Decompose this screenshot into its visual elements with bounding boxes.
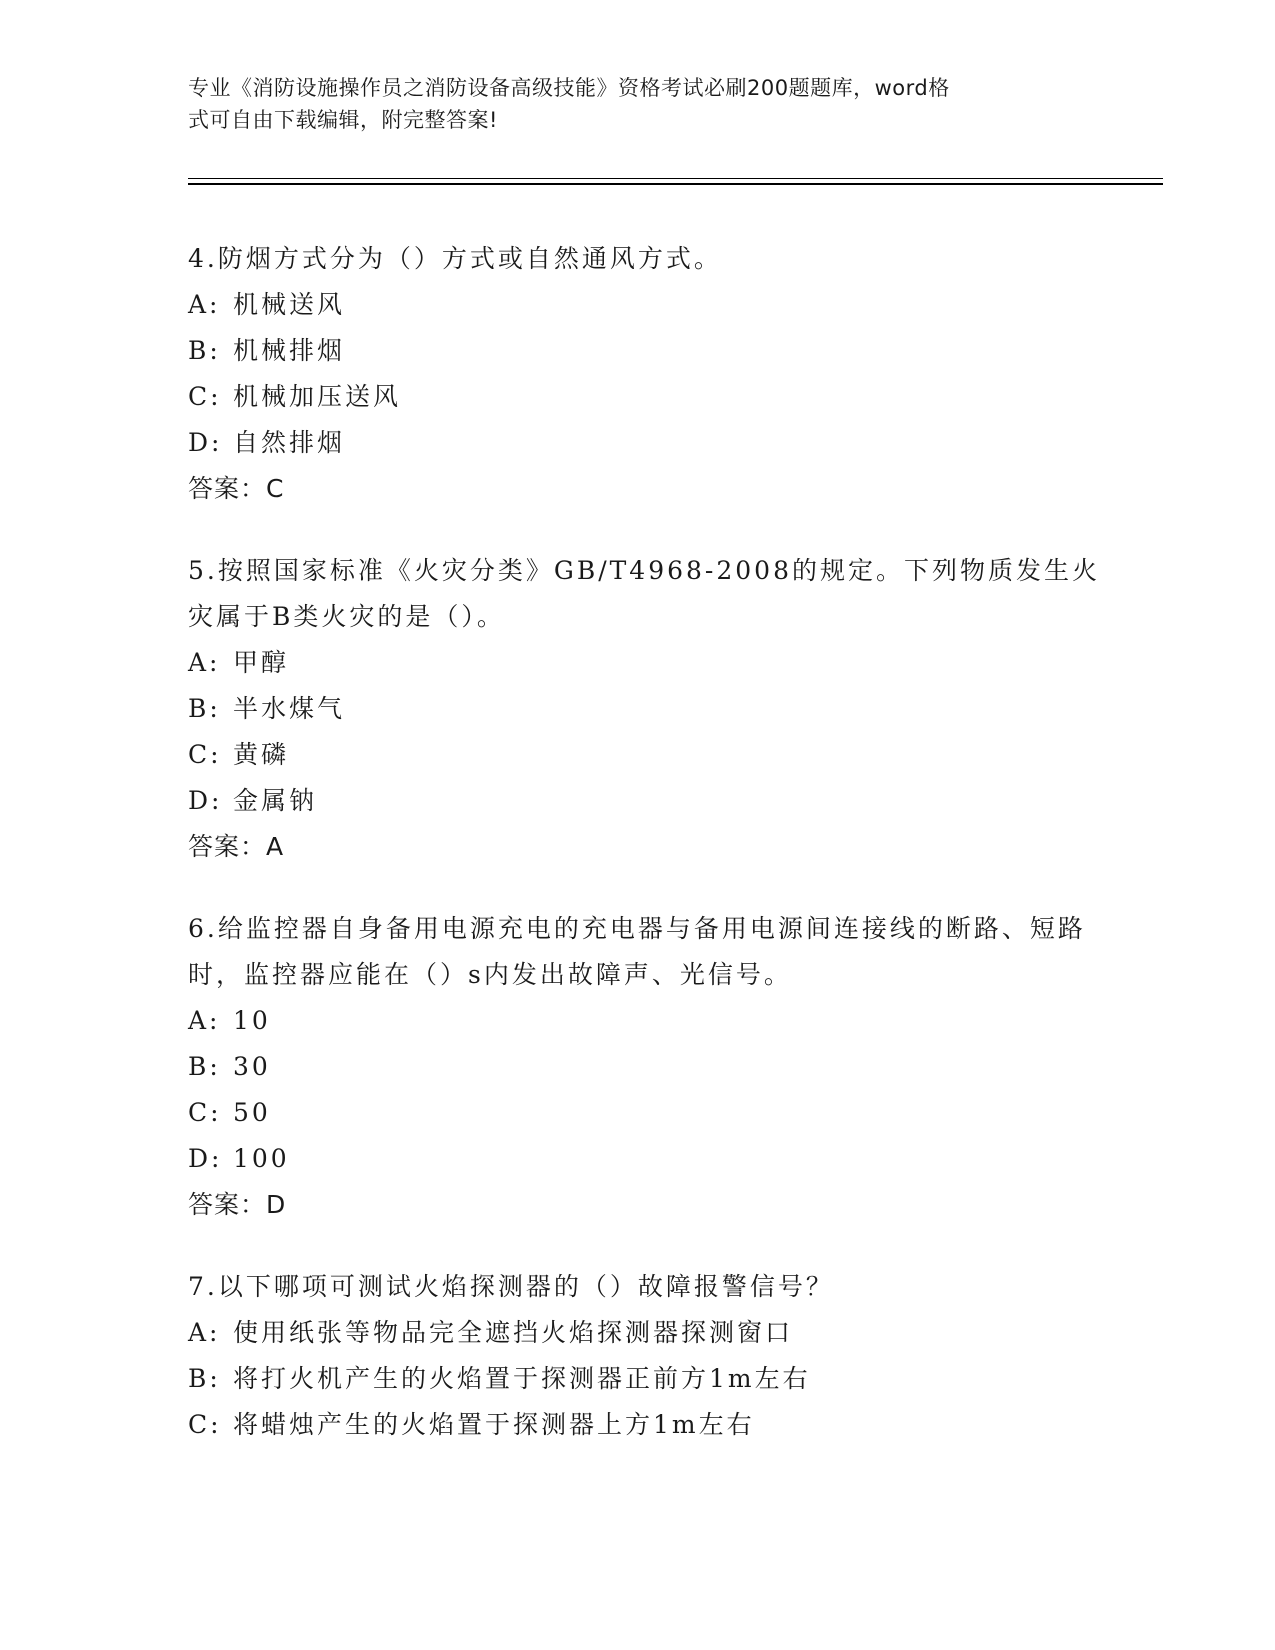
option-text: 将打火机产生的火焰置于探测器正前方1m左右 xyxy=(233,1364,811,1393)
option-b xyxy=(188,1356,1108,1402)
option-letter: C: xyxy=(188,1098,222,1127)
option-letter: D: xyxy=(188,1144,223,1173)
option-text: 10 xyxy=(233,1006,271,1035)
answer-label: 答案：C xyxy=(188,474,285,503)
option-d xyxy=(188,420,1108,466)
question-5 xyxy=(188,548,1108,870)
option-text: 半水煤气 xyxy=(233,694,346,723)
option-text: 使用纸张等物品完全遮挡火焰探测器探测窗口 xyxy=(233,1318,794,1347)
question-4 xyxy=(188,236,1108,512)
option-text: 黄磷 xyxy=(233,740,290,769)
option-c xyxy=(188,732,1108,778)
option-text: 将蜡烛产生的火焰置于探测器上方1m左右 xyxy=(233,1410,755,1439)
option-text: 机械送风 xyxy=(233,290,346,319)
question-stem: 5.按照国家标准《火灾分类》GB/T4968-2008的规定。下列物质发生火灾属于B类火灾的是（）。 xyxy=(188,556,1100,631)
option-c xyxy=(188,1402,1108,1448)
option-letter: B: xyxy=(188,694,221,723)
option-text: 30 xyxy=(233,1052,271,1081)
option-letter: A: xyxy=(188,648,221,677)
option-letter: A: xyxy=(188,1318,221,1347)
option-a xyxy=(188,1310,1108,1356)
option-text: 机械加压送风 xyxy=(233,382,402,411)
option-c xyxy=(188,1090,1108,1136)
header-line-1: 专业《消防设施操作员之消防设备高级技能》资格考试必刷200题题库，word格 xyxy=(188,76,950,100)
question-stem: 4.防烟方式分为（）方式或自然通风方式。 xyxy=(188,244,722,273)
option-text: 机械排烟 xyxy=(233,336,346,365)
option-letter: C: xyxy=(188,740,222,769)
answer-label: 答案：A xyxy=(188,832,285,861)
option-letter: B: xyxy=(188,1052,221,1081)
option-letter: C: xyxy=(188,1410,222,1439)
option-a xyxy=(188,282,1108,328)
option-text: 100 xyxy=(233,1144,290,1173)
option-letter: D: xyxy=(188,786,223,815)
option-text: 50 xyxy=(233,1098,271,1127)
answer-label: 答案：D xyxy=(188,1190,287,1219)
option-letter: A: xyxy=(188,290,221,319)
header-line-2: 式可自由下载编辑，附完整答案! xyxy=(188,108,498,132)
question-stem: 7.以下哪项可测试火焰探测器的（）故障报警信号？ xyxy=(188,1272,834,1301)
option-letter: C: xyxy=(188,382,222,411)
option-letter: A: xyxy=(188,1006,221,1035)
option-b xyxy=(188,328,1108,374)
question-7 xyxy=(188,1264,1108,1448)
document-header xyxy=(188,72,1088,136)
option-text: 甲醇 xyxy=(233,648,290,677)
option-letter: B: xyxy=(188,1364,221,1393)
option-a xyxy=(188,998,1108,1044)
question-6 xyxy=(188,906,1108,1228)
option-letter: D: xyxy=(188,428,223,457)
option-d xyxy=(188,778,1108,824)
header-divider-thick xyxy=(188,183,1163,185)
option-d xyxy=(188,1136,1108,1182)
option-text: 自然排烟 xyxy=(233,428,346,457)
option-a xyxy=(188,640,1108,686)
option-b xyxy=(188,686,1108,732)
question-stem: 6.给监控器自身备用电源充电的充电器与备用电源间连接线的断路、短路时，监控器应能在（）s内发出故障声、光信号。 xyxy=(188,914,1086,989)
option-b xyxy=(188,1044,1108,1090)
option-text: 金属钠 xyxy=(233,786,318,815)
option-c xyxy=(188,374,1108,420)
option-letter: B: xyxy=(188,336,221,365)
question-list xyxy=(188,236,1108,1484)
header-divider-thin xyxy=(188,178,1163,179)
